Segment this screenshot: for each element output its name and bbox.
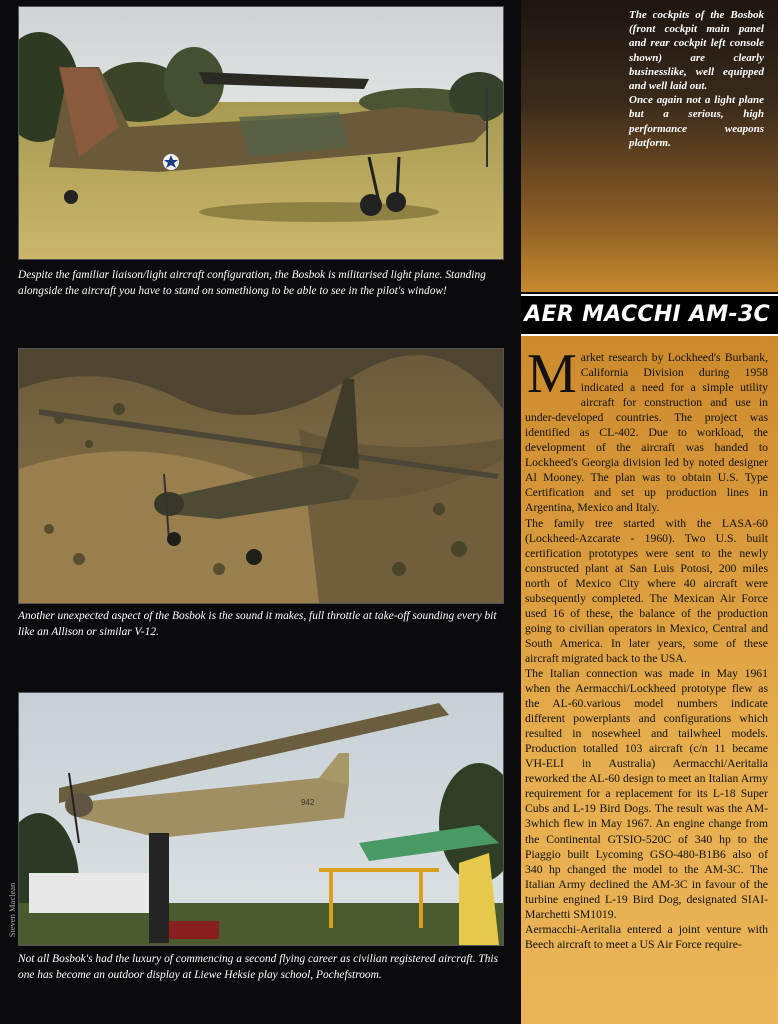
article-paragraph-4: Aermacchi-Aeritalia entered a joint venture with Beech aircraft to meet a US Air Force require- [525,922,768,951]
article-paragraph-1-text: arket research by Lockheed's Burbank, California Division during 1958 indicated a need for a simple utility aircraft for construction and use in under-developed countries. The project was identified as CL-402. Due to workload, the development of the aircraft was handed to Lockheed's Georgia division led by noted designer Al Mooney. The plan was to obtain U.S. Type Certification and set up production lines in Argentina, Mexico and Italy. [525,351,768,515]
photo-bosbok-flight [18,348,504,604]
photo3-caption: Not all Bosbok's had the luxury of commencing a second flying career as civilian registered aircraft. This one has become an outdoor display at Liewe Heksie play school, Pochefstroom. [18,953,499,981]
photo-credit: Steven Maclean [7,882,17,938]
photo-bosbok-grass [18,6,504,260]
article-paragraph-2: The family tree started with the LASA-60 (Lockheed-Azcarate - 1960). Two U.S. built certification prototypes were sent to the newly constructed plant at San Luis Potosi, 200 miles north of Mexico City where 40 aircraft were subsequently completed. The Mexican Air Force used 16 of these, the balance of the production going to civilian operators in Mexico, Central and South America. In later years, some of these aircraft migrated back to the USA. [525,516,768,665]
article-paragraph-3: The Italian connection was made in May 1961 when the Aermacchi/Lockheed prototype flew as the AL-60.various model numbers indicate different powerplants and configurations which resulted in nosewheel and tailwheel models. Production totalled 103 aircraft (c/n 11 became VH-ELI in Australia) Aermacchi/Aeritalia reworked the AL-60 design to meet an Italian Army requirement for a replacement for its L-18 Super Cubs and L-19 Bird Dogs. The result was the AM-3which flew in May 1967. An engine change from the Continental GTSIO-520C of 340 hp to the Piaggio built Lycoming GSO-480-B1B6 also of 340 hp changed the model to the AM-3C. The Italian Army declined the AM-3C in favour of the turbine engined L-19 Bird Dog, designated SIAI-Marchetti SM1019. [525,666,768,921]
article-title: AER MACCHI AM-3C [524,302,770,327]
photo-bosbok-display [18,692,504,946]
cockpit-sidebar [521,0,778,292]
drop-cap: M [527,343,577,405]
sidebar-paragraph-1: The cockpits of the Bosbok (front cockpit main panel and rear cockpit left console shown) are clearly businesslike, well equipped and well laid out. [629,9,764,93]
photo1-caption: Despite the familiar liaison/light aircraft configuration, the Bosbok is militarised light plane. Standing alongside the aircraft you have to stand on somethiong to be able to see in the pilot's window! [18,269,486,297]
article-body [521,336,778,1024]
aircraft-number: 942 [301,798,315,807]
sidebar-paragraph-2: Once again not a light plane but a serious, high performance weapons platform. [629,94,764,149]
photo2-caption: Another unexpected aspect of the Bosbok is the sound it makes, full throttle at take-off sounding every bit like an Allison or similar V-12. [18,610,497,638]
article-title-bar [521,294,778,336]
article-paragraph-1 [525,343,768,516]
